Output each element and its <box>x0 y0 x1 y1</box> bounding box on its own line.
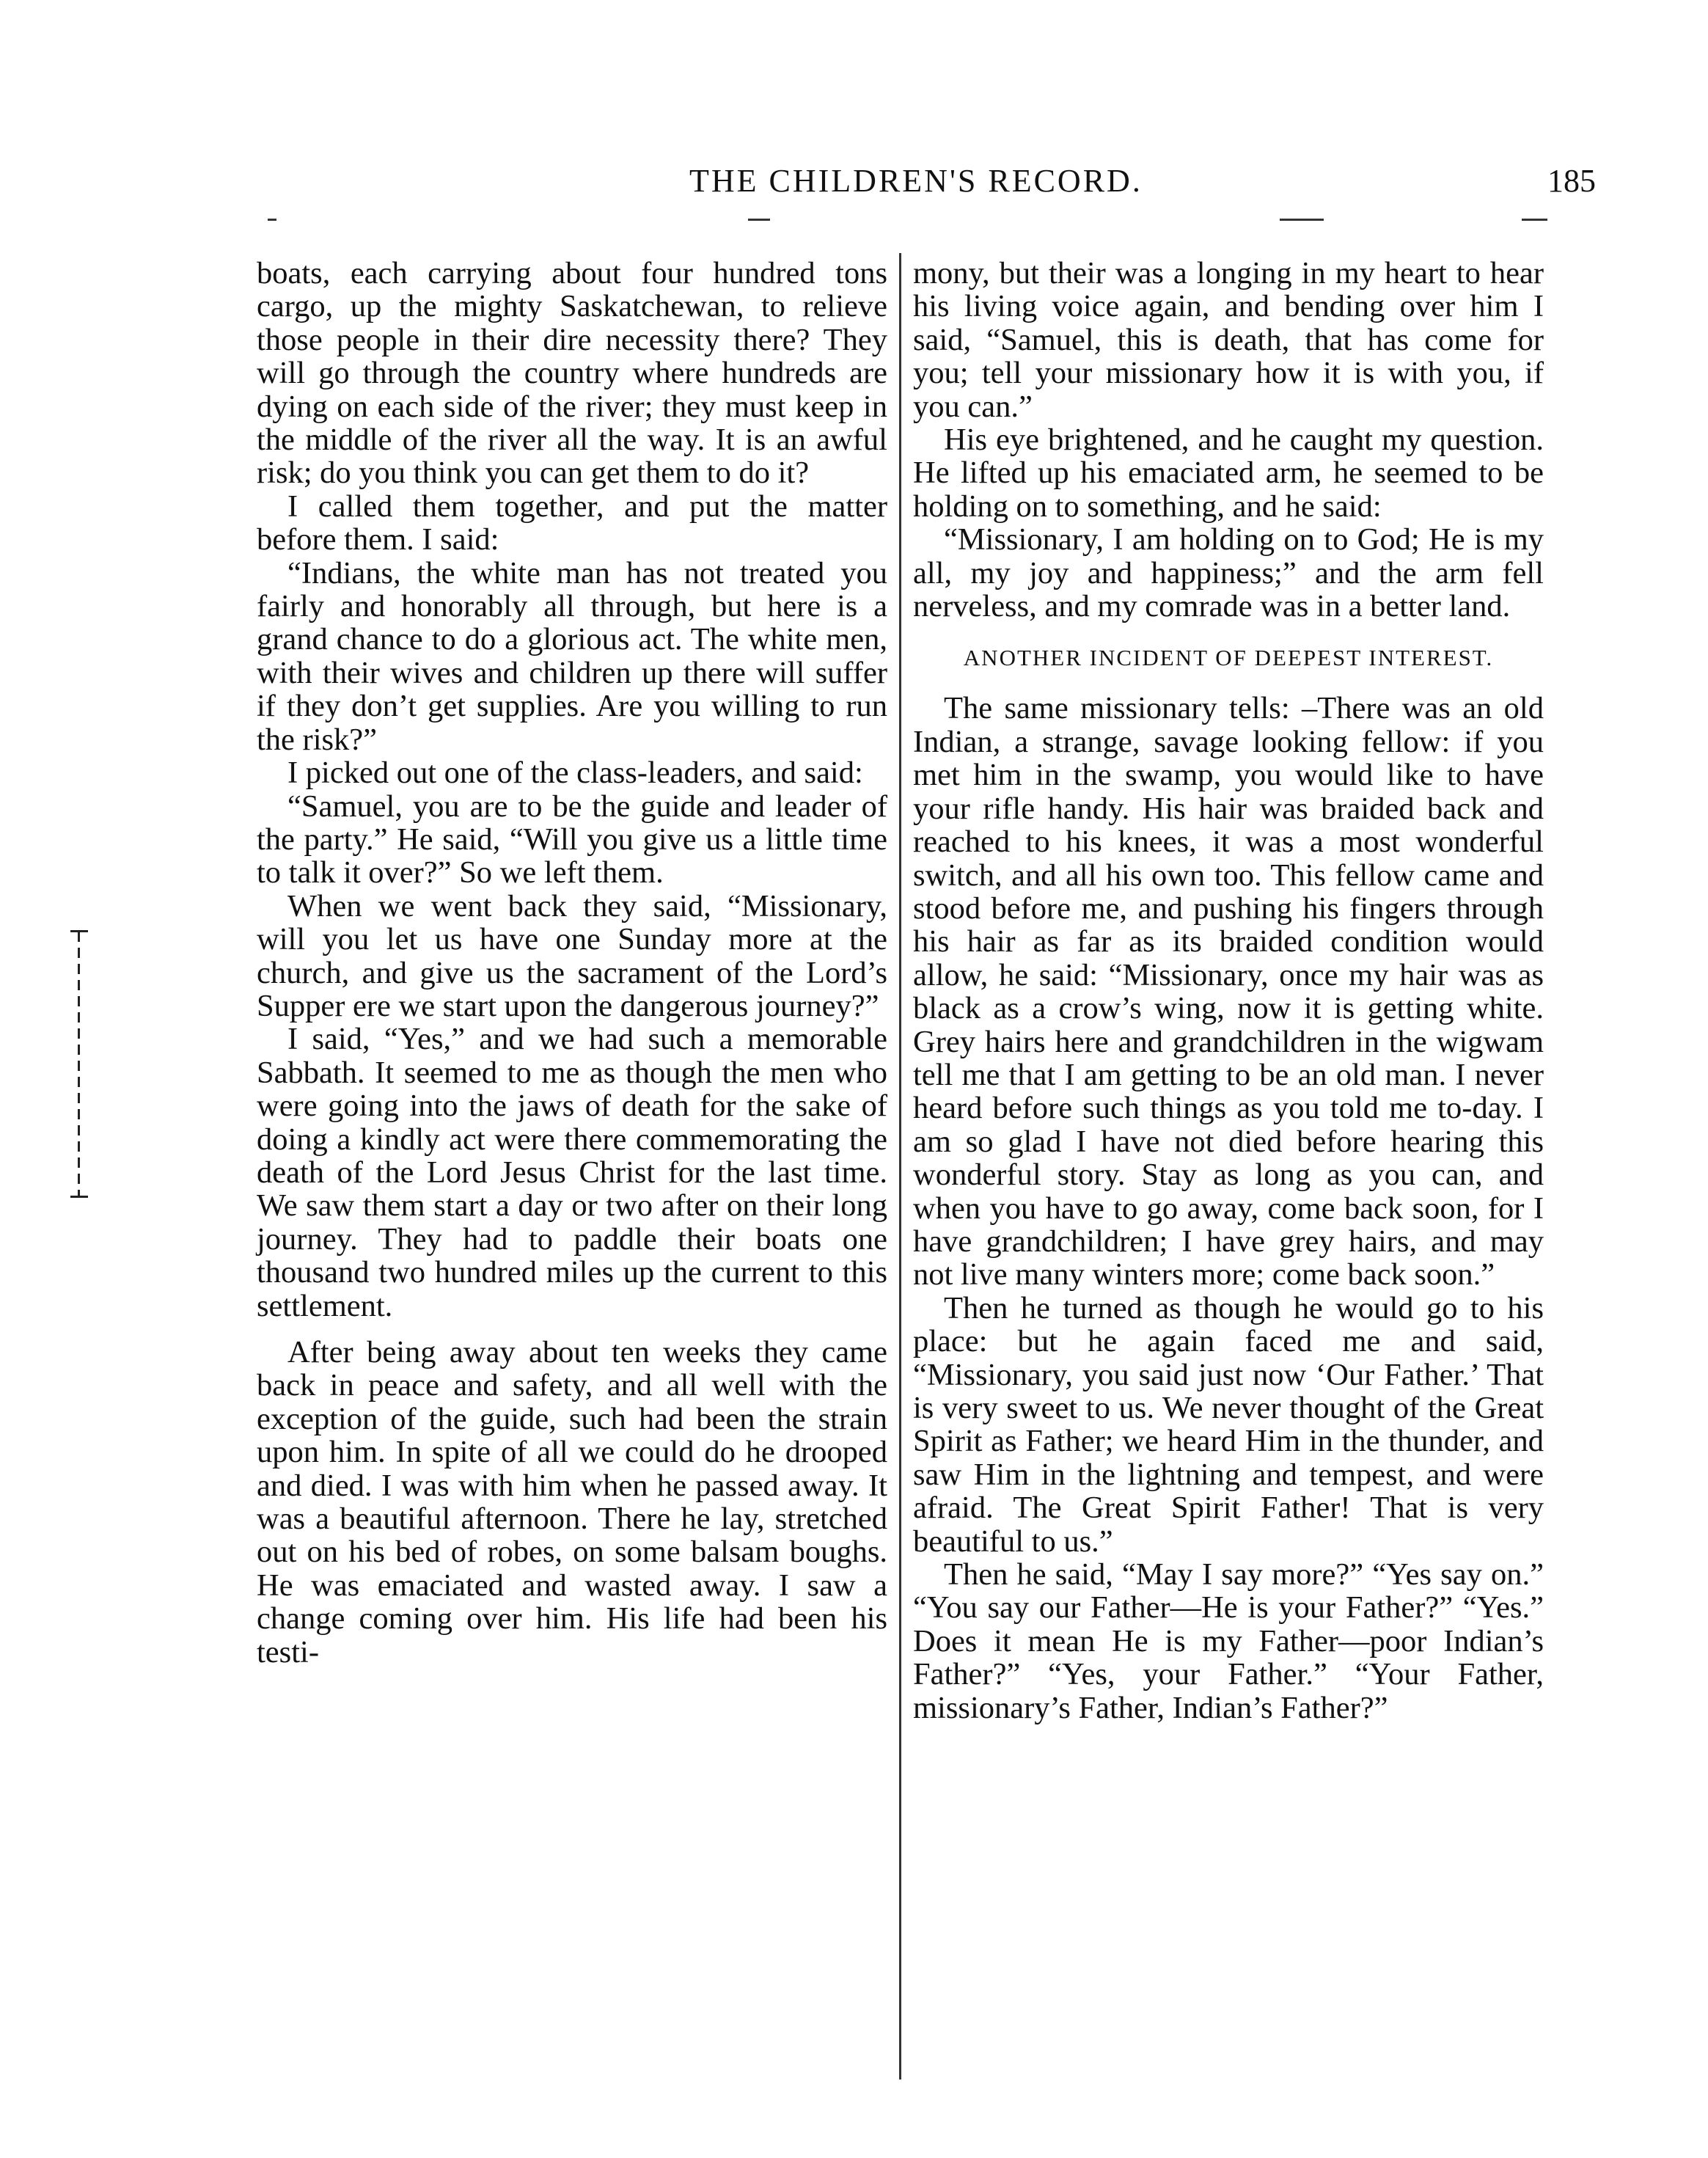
header-rule-left <box>268 219 276 221</box>
paragraph: After being away about ten weeks they came back in peace and safety, and all well with the exception of the guide, such had been the strain upon him. In spite of all we could do he drooped and died. I was with him when he passed away. It was a beautiful afternoon. There he lay, stretched out on his bed of robes, on some balsam boughs. He was emaciated and wasted away. I saw a change coming over him. His life had been his testi- <box>257 1335 887 1669</box>
paragraph: “Missionary, I am holding on to God; He is my all, my joy and happiness;” and the arm fell nerveless, and my comrade was in a better land. <box>913 522 1544 624</box>
paragraph: boats, each carrying about four hundred tons cargo, up the mighty Saskatchewan, to relieve those people in their dire necessity there? They will go through the country where hundreds are dying on each side of the river; they must keep in the middle of the river all the way. It is an awful risk; do you think you can get them to do it? <box>257 256 887 491</box>
paragraph: I picked out one of the class-leaders, and said: <box>287 756 863 791</box>
paragraph: I said, “Yes,” and we had such a memorable Sabbath. It seemed to me as though the men who were going into the jaws of death for the sake of doing a kindly act were there commemorating the death of the Lord Jesus Christ for the last time. We saw them start a day or two after on their long journey. They had to paddle their boats one thousand two hundred miles up the current to this settlement. <box>257 1022 887 1323</box>
paragraph: Then he turned as though he would go to his place: but he again faced me and said, “Missionary, you said just now ‘Our Father.’ That is very sweet to us. We never thought of the Great Spirit as Father; we heard Him in the thunder, and saw Him in the lightning and tempest, and were afraid. The Great Spirit Father! That is very beautiful to us.” <box>913 1290 1544 1559</box>
header-rule-center <box>748 219 770 221</box>
left-column <box>257 257 887 1669</box>
paragraph: When we went back they said, “Missionary, will you let us have one Sunday more at the church, and give us the sacrament of the Lord’s Supper ere we start upon the dangerous journey?” <box>257 888 887 1023</box>
paragraph: His eye brightened, and he caught my question. He lifted up his emaciated arm, he seemed to be holding on to something, and he said: <box>913 423 1544 524</box>
page-number: 185 <box>1547 163 1596 199</box>
paragraph: The same missionary tells: –There was an old Indian, a strange, savage looking fellow: if you met him in the swamp, you would like to have your rifle handy. His hair was braided back and reached to his knees, it was a most wonderful switch, and all his own too. This fellow came and stood before me, and pushing his fingers through his hair as far as its braided condition would allow, he said: “Missionary, once my hair was as black as a crow’s wing, now it is getting white. Grey hairs here and grandchildren in the wigwam tell me that I am getting to be an old man. I never heard before such things as you told me to-day. I am so glad I have not died before hearing this wonderful story. Stay as long as you can, and when you have to go away, come back soon, for I have grandchildren; I have grey hairs, and may not live many winters more; come back soon.” <box>913 691 1544 1292</box>
column-divider <box>899 253 901 2080</box>
running-head: THE CHILDREN'S RECORD. <box>689 163 1143 199</box>
section-heading: ANOTHER INCIDENT OF DEEPEST INTEREST. <box>963 645 1494 671</box>
paragraph: Then he said, “May I say more?” “Yes say on.” “You say our Father—He is your Father?” “Yes.” Does it mean He is my Father—poor Indian’s Father?” “Yes, your Father.” “Your Father, missionary’s Father, Indian’s Father?” <box>913 1557 1544 1725</box>
margin-bracket-mark <box>65 910 94 1218</box>
paragraph: “Samuel, you are to be the guide and leader of the party.” He said, “Will you give us a little time to talk it over?” So we left them. <box>257 789 887 890</box>
header-rule-right <box>1280 219 1324 221</box>
paragraph: I called them together, and put the matter before them. I said: <box>257 489 887 557</box>
paragraph: mony, but their was a longing in my heart to hear his living voice again, and bending over him I said, “Samuel, this is death, that has come for you; tell your missionary how it is with you, if you can.” <box>913 256 1544 424</box>
right-column <box>913 257 1544 1724</box>
header-rule-far-right <box>1522 219 1547 221</box>
paragraph: “Indians, the white man has not treated you fairly and honorably all through, but here is a grand chance to do a glorious act. The white men, with their wives and children up there will suffer if they don’t get supplies. Are you willing to run the risk?” <box>257 555 887 757</box>
